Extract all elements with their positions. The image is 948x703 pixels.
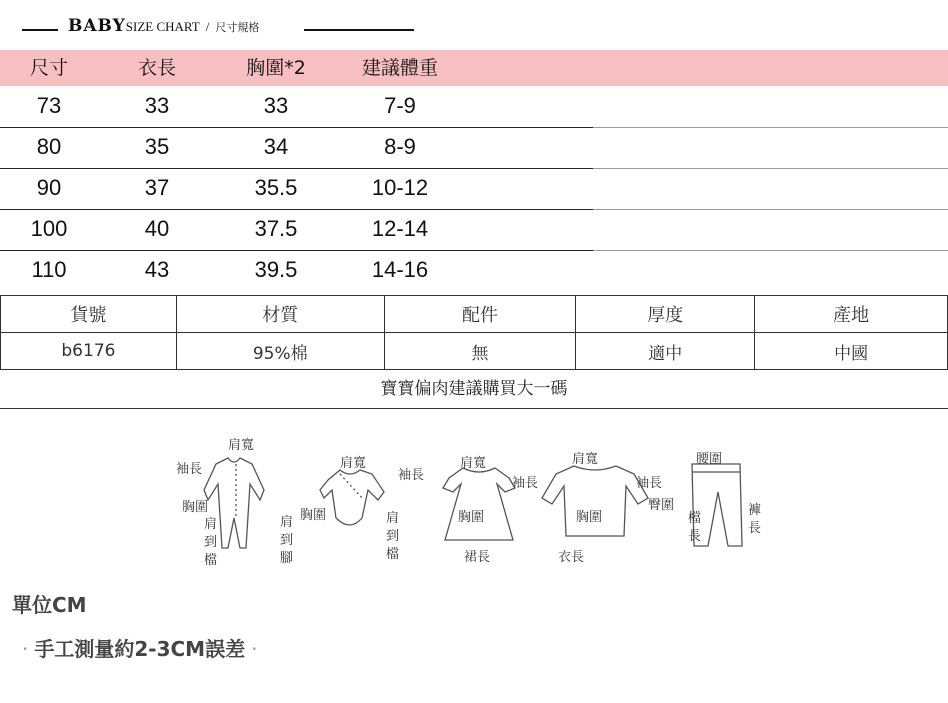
cell-chest: 34 (263, 134, 289, 159)
chart-header (0, 0, 948, 50)
pants-rise-label: 檔 長 (688, 511, 702, 544)
top-outline-icon (542, 466, 648, 536)
table-row (0, 168, 948, 209)
top-sleeve-label: 袖長 (636, 476, 663, 491)
top-length-label: 衣長 (558, 550, 585, 565)
dress-sleeve-label: 袖長 (512, 476, 539, 491)
header-right-rule (304, 29, 414, 31)
pants-length-label: 褲 長 (748, 503, 762, 536)
cell-weight: 10-12 (371, 175, 429, 200)
label-thickness: 厚度 (576, 296, 755, 333)
cell-size: 73 (36, 93, 62, 118)
label-material: 材質 (176, 296, 384, 333)
measurement-diagrams (160, 428, 780, 580)
product-info-values (1, 333, 948, 370)
value-item-no: b6176 (1, 333, 177, 370)
dress-outline-icon (443, 468, 515, 540)
cell-weight: 7-9 (384, 93, 416, 118)
measurement-error-note: · 手工測量約2-3CM誤差 · (22, 637, 258, 661)
pants-waist-label: 腰圍 (696, 452, 723, 467)
cell-chest: 39.5 (254, 257, 298, 282)
cell-length: 35 (144, 134, 170, 159)
bodysuit-chest-label: 胸圍 (300, 508, 327, 523)
product-info-table (0, 295, 948, 370)
label-origin: 產地 (755, 296, 948, 333)
column-header-size: 尺寸 (29, 57, 69, 79)
dress-length-label: 裙長 (464, 550, 491, 565)
value-accessories: 無 (384, 333, 576, 370)
table-row (0, 250, 948, 291)
brand-text: BABY (68, 16, 126, 36)
cell-weight: 8-9 (384, 134, 416, 159)
cell-chest: 37.5 (254, 216, 298, 241)
cell-length: 33 (144, 93, 170, 118)
cell-chest: 33 (263, 93, 289, 118)
top-shoulder-label: 肩寬 (572, 452, 599, 467)
value-thickness: 適中 (576, 333, 755, 370)
cell-weight: 14-16 (371, 257, 429, 282)
cell-length: 43 (144, 257, 170, 282)
label-accessories: 配件 (384, 296, 576, 333)
column-header-chest: 胸圍*2 (246, 57, 306, 79)
chart-title (68, 16, 259, 36)
value-origin: 中國 (755, 333, 948, 370)
header-left-rule (22, 29, 58, 31)
title-separator: / (205, 19, 210, 34)
table-row (0, 127, 948, 168)
size-advice-note: 寶寶偏肉建議購買大一碼 (0, 371, 948, 409)
value-material: 95%棉 (176, 333, 384, 370)
cell-size: 90 (36, 175, 62, 200)
pants-hip-label: 臀圍 (648, 498, 675, 513)
romper-shoulder-label: 肩寬 (228, 438, 255, 453)
bodysuit-sleeve-label: 袖長 (398, 468, 425, 483)
column-header-length: 衣長 (137, 57, 177, 79)
bodysuit-outline-icon (320, 470, 384, 525)
cell-chest: 35.5 (254, 175, 298, 200)
bodysuit-shoulder-label: 肩寬 (340, 456, 367, 471)
cell-weight: 12-14 (371, 216, 429, 241)
top-chest-label: 胸圍 (576, 510, 603, 525)
cell-size: 100 (30, 216, 68, 241)
table-row (0, 209, 948, 250)
romper-shoulder-foot-label: 肩 到 腳 (280, 515, 294, 566)
cell-size: 80 (36, 134, 62, 159)
bodysuit-shoulder-crotch-label: 肩 到 檔 (386, 511, 400, 562)
romper-chest-label: 胸圍 (182, 500, 209, 515)
table-row (0, 86, 948, 127)
cell-length: 40 (144, 216, 170, 241)
cell-length: 37 (144, 175, 170, 200)
column-header-weight: 建議體重 (361, 57, 439, 79)
size-table (0, 50, 948, 291)
subtitle-text: SIZE CHART (125, 19, 200, 34)
dress-shoulder-label: 肩寬 (460, 456, 487, 471)
product-info-labels (1, 296, 948, 333)
dress-chest-label: 胸圍 (458, 510, 485, 525)
unit-note: 單位CM (12, 593, 87, 617)
cell-size: 110 (31, 257, 67, 282)
subtitle-chinese: 尺寸規格 (215, 21, 260, 34)
romper-shoulder-crotch-label: 肩 到 檔 (204, 517, 218, 568)
romper-sleeve-label: 袖長 (176, 462, 203, 477)
label-item-no: 貨號 (1, 296, 177, 333)
size-table-header (0, 50, 948, 86)
